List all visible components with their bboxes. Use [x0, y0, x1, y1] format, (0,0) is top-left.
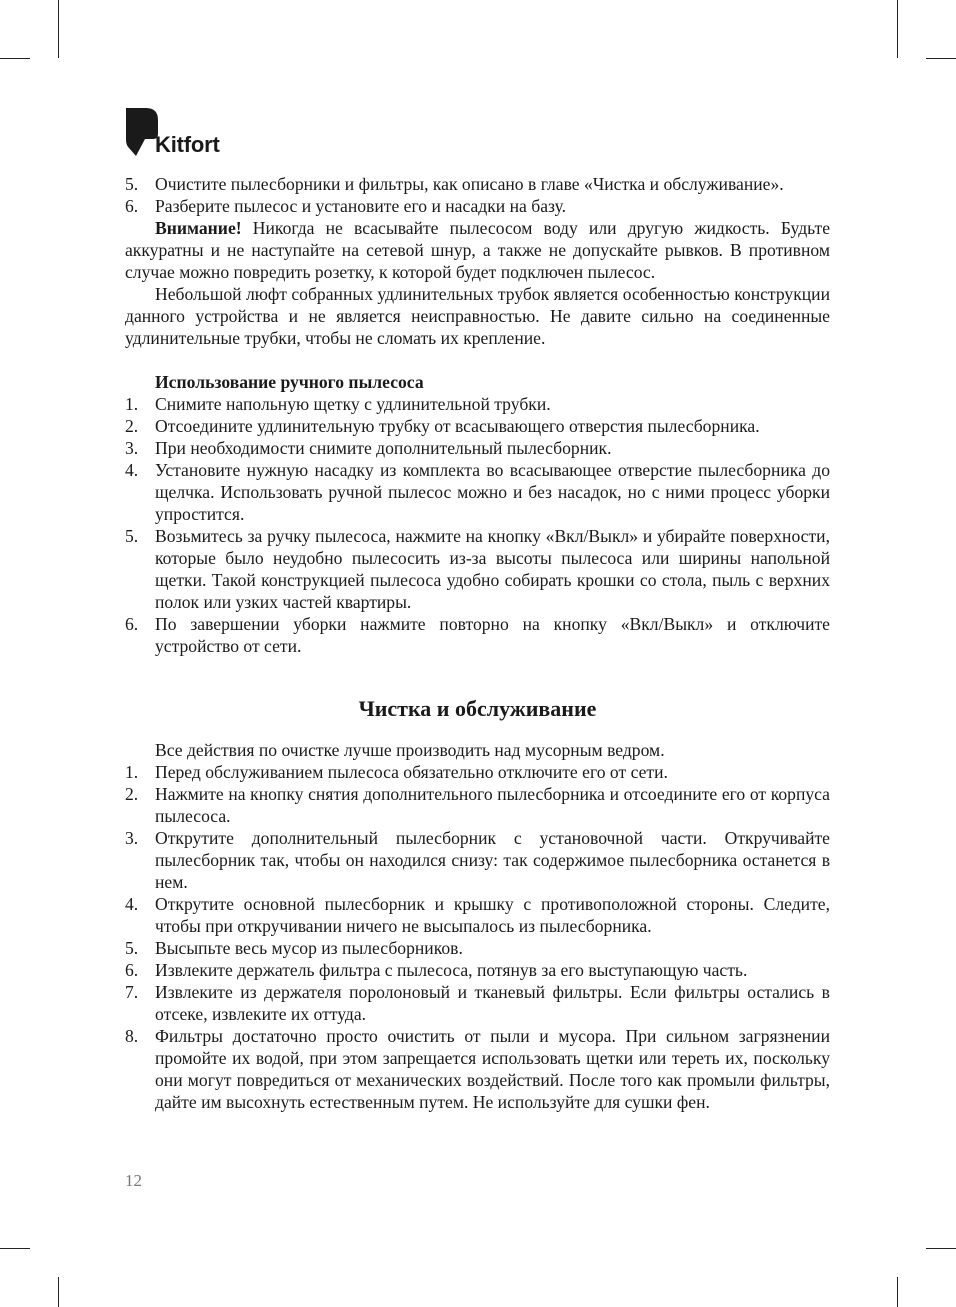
top-list	[125, 173, 830, 217]
list-item: 1. Снимите напольную щетку с удлинительной трубки.	[125, 394, 551, 414]
brand-logo	[126, 108, 246, 158]
crop-mark	[58, 0, 59, 58]
intro-paragraph: Все действия по очистке лучше производить над мусорным ведром.	[155, 740, 665, 760]
crop-mark	[926, 1248, 956, 1249]
list-item: 6. Разберите пылесос и установите его и насадки на базу.	[125, 196, 567, 216]
warning-paragraph: Внимание! Никогда не всасывайте пылесосом воду или другую жидкость. Будьте аккуратны и не наступайте на сетевой шнур, а также не допускайте рывков. В противном случае можно повредить розетку, к которой будет подключен пылесос.	[125, 218, 830, 282]
page-number: 12	[125, 1171, 142, 1190]
crop-mark	[58, 1277, 59, 1307]
note-paragraph: Небольшой люфт собранных удлинительных трубок является особенностью конструкции данного устройства и не является неисправностью. Не давите сильно на соединенные удлинительные трубки, чтобы не сломать их крепление.	[125, 284, 830, 348]
crop-mark	[0, 1248, 30, 1249]
list-item: 2. Отсоедините удлинительную трубку от всасывающего отверстия пылесборника.	[125, 416, 760, 436]
list-item: 5. Высыпьте весь мусор из пылесборников.	[125, 938, 463, 958]
list-item: 8. Фильтры достаточно просто очистить от пыли и мусора. При сильном загрязнении промойте их водой, при этом запрещается использовать щетки или тереть их, поскольку они могут повредиться от механических воздействий. После того как промыли фильтры, дайте им высохнуть естественным путем. Не используйте для сушки фен.	[125, 1026, 830, 1112]
crop-mark	[897, 1277, 898, 1307]
list-item: 1. Перед обслуживанием пылесоса обязательно отключите его от сети.	[125, 762, 668, 782]
list-item: 3. При необходимости снимите дополнительный пылесборник.	[125, 438, 612, 458]
list-item: 7. Извлеките из держателя поролоновый и тканевый фильтры. Если фильтры остались в отсеке, извлеките их оттуда.	[125, 982, 830, 1024]
crop-mark	[0, 58, 30, 59]
section-heading: Использование ручного пылесоса	[155, 372, 424, 392]
list-item: 5. Возьмитесь за ручку пылесоса, нажмите на кнопку «Вкл/Выкл» и убирайте поверхности, которые было неудобно пылесосить из-за высоты пылесоса или ширины напольной щетки. Такой конструкцией пылесоса удобно собирать крошки со стола, пыль с верхних полок или узких частей квартиры.	[125, 526, 830, 612]
brand-name: Kitfort	[155, 132, 220, 157]
page-content	[125, 173, 830, 1113]
handheld-steps	[125, 393, 830, 657]
list-item: 6. Извлеките держатель фильтра с пылесоса, потянув за его выступающую часть.	[125, 960, 748, 980]
crop-mark	[897, 0, 898, 58]
kitfort-logo-icon	[126, 108, 158, 156]
list-item: 5. Очистите пылесборники и фильтры, как описано в главе «Чистка и обслуживание».	[125, 174, 784, 194]
list-item: 2. Нажмите на кнопку снятия дополнительного пылесборника и отсоедините его от корпуса пылесоса.	[125, 784, 830, 826]
list-item: 6. По завершении уборки нажмите повторно на кнопку «Вкл/Выкл» и отключите устройство от сети.	[125, 614, 830, 656]
cleaning-steps	[125, 761, 830, 1113]
list-item: 3. Открутите дополнительный пылесборник с установочной части. Откручивайте пылесборник так, чтобы он находился снизу: так содержимое пылесборника останется в нем.	[125, 828, 830, 892]
crop-mark	[926, 58, 956, 59]
list-item: 4. Установите нужную насадку из комплекта во всасывающее отверстие пылесборника до щелчка. Использовать ручной пылесос можно и без насадок, но с ними процесс уборки упростится.	[125, 460, 830, 524]
list-item: 4. Открутите основной пылесборник и крышку с противоположной стороны. Следите, чтобы при откручивании ничего не высыпалось из пылесборника.	[125, 894, 830, 936]
warning-label: Внимание!	[155, 218, 242, 238]
section-title: Чистка и обслуживание	[358, 696, 597, 721]
